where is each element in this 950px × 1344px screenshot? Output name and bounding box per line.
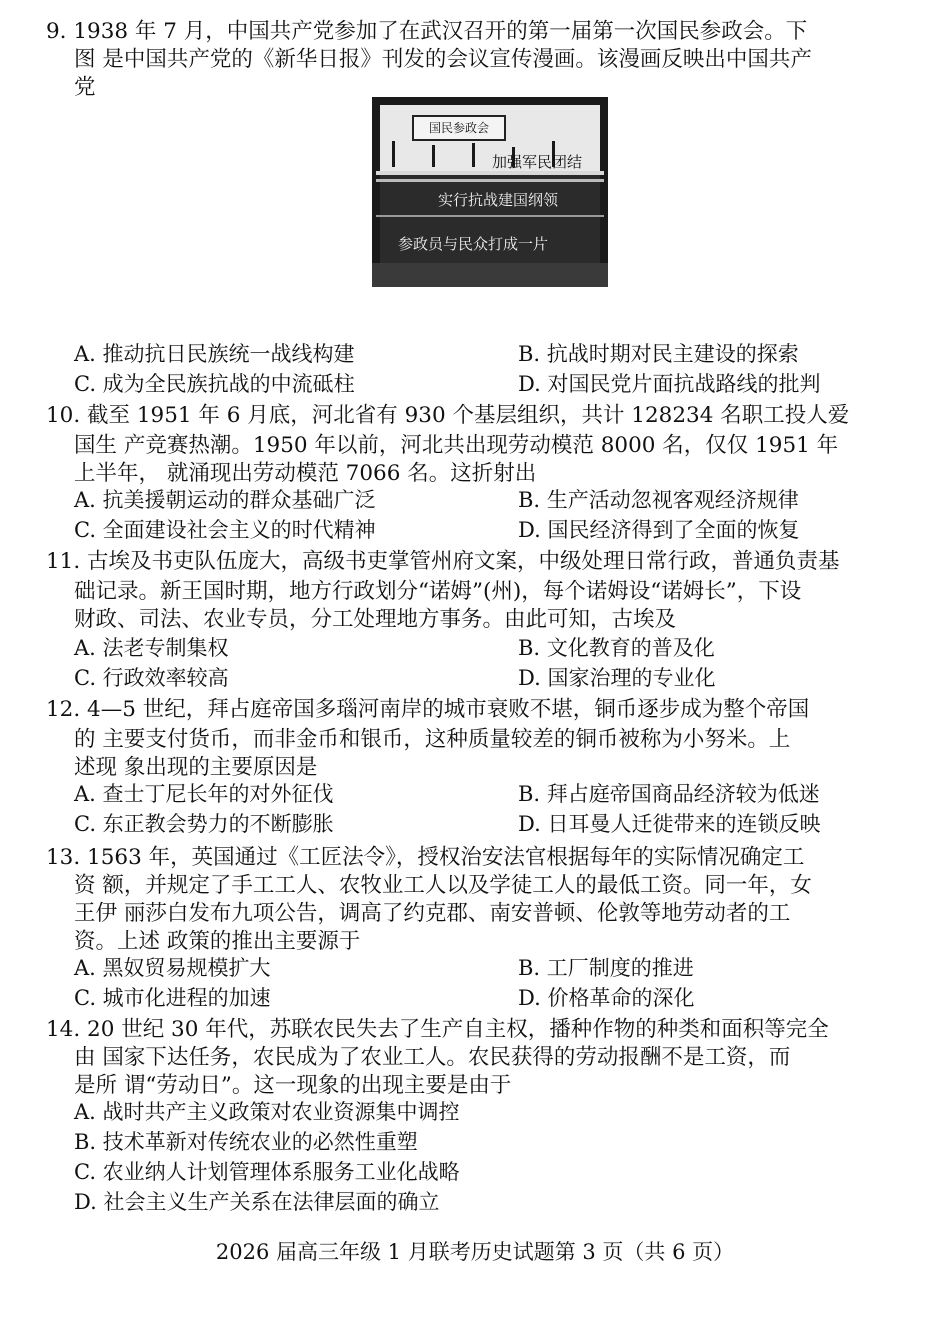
q12-option-c[interactable]: C. 东正教会势力的不断膨胀 — [74, 812, 334, 836]
q9-option-a[interactable]: A. 推动抗日民族统一战线构建 — [74, 342, 355, 366]
q11-line-3: 财政、司法、农业专员，分工处理地方事务。由此可知，古埃及 — [74, 607, 677, 632]
q11-line-2: 础记录。新王国时期，地方行政划分“诺姆”(州)，每个诺姆设“诺姆长”，下设 — [74, 579, 802, 604]
q10-option-c[interactable]: C. 全面建设社会主义的时代精神 — [74, 518, 376, 542]
q10-option-a[interactable]: A. 抗美援朝运动的群众基础广泛 — [74, 488, 376, 512]
q11-option-a[interactable]: A. 法老专制集权 — [74, 636, 229, 660]
q9-option-b[interactable]: B. 抗战时期对民主建设的探索 — [518, 342, 799, 366]
q11-option-b[interactable]: B. 文化教育的普及化 — [518, 636, 715, 660]
q14-line-3: 是所 谓“劳动日”。这一现象的出现主要是由于 — [74, 1073, 512, 1098]
q10-option-d[interactable]: D. 国民经济得到了全面的恢复 — [518, 518, 800, 542]
q14-option-d[interactable]: D. 社会主义生产关系在法律层面的确立 — [74, 1190, 440, 1214]
q13-option-a[interactable]: A. 黑奴贸易规模扩大 — [74, 956, 271, 980]
q9-line-2: 图 是中国共产党的《新华日报》刊发的会议宣传漫画。该漫画反映出中国共产 — [74, 47, 812, 72]
q13-option-b[interactable]: B. 工厂制度的推进 — [518, 956, 694, 980]
cartoon-slogan-1: 加强军民团结 — [492, 153, 583, 171]
q11-line-1: 11. 古埃及书吏队伍庞大，高级书吏掌管州府文案，中级处理日常行政，普通负责基 — [46, 549, 840, 574]
propaganda-cartoon-image — [372, 97, 608, 287]
q13-line-4: 资。上述 政策的推出主要源于 — [74, 929, 361, 954]
q12-option-b[interactable]: B. 拜占庭帝国商品经济较为低迷 — [518, 782, 820, 806]
q9-option-d[interactable]: D. 对国民党片面抗战路线的批判 — [518, 372, 821, 396]
q10-line-1: 10. 截至 1951 年 6 月底，河北省有 930 个基层组织，共计 128234 名职工投人爱 — [46, 403, 850, 428]
q10-line-2: 国生 产竞赛热潮。1950 年以前，河北共出现劳动模范 8000 名，仅仅 1951 年 — [74, 433, 839, 458]
q14-option-c[interactable]: C. 农业纳人计划管理体系服务工业化战略 — [74, 1160, 460, 1184]
q11-option-c[interactable]: C. 行政效率较高 — [74, 666, 229, 690]
q12-line-1: 12. 4—5 世纪，拜占庭帝国多瑙河南岸的城市衰败不堪，铜币逐步成为整个帝国 — [46, 697, 810, 722]
q13-line-2: 资 额，并规定了手工工人、农牧业工人以及学徒工人的最低工资。同一年，女 — [74, 873, 812, 898]
q12-option-d[interactable]: D. 日耳曼人迁徙带来的连锁反映 — [518, 812, 821, 836]
cartoon-slogan-2: 实行抗战建国纲领 — [438, 191, 559, 209]
q12-option-a[interactable]: A. 查士丁尼长年的对外征伐 — [74, 782, 334, 806]
q10-line-3: 上半年， 就涌现出劳动模范 7066 名。这折射出 — [74, 461, 537, 486]
q13-line-1: 13. 1563 年，英国通过《工匠法令》，授权治安法官根据每年的实际情况确定工 — [46, 845, 805, 870]
q14-option-b[interactable]: B. 技术革新对传统农业的必然性重塑 — [74, 1130, 418, 1154]
q14-option-a[interactable]: A. 战时共产主义政策对农业资源集中调控 — [74, 1100, 460, 1124]
q9-line-3: 党 — [74, 75, 96, 100]
q9-line-1: 9. 1938 年 7 月，中国共产党参加了在武汉召开的第一届第一次国民参政会。下 — [46, 19, 808, 44]
q12-line-2: 的 主要支付货币，而非金币和银币，这种质量较差的铜币被称为小努米。上 — [74, 727, 791, 752]
q13-option-c[interactable]: C. 城市化进程的加速 — [74, 986, 271, 1010]
page-footer: 2026 届高三年级 1 月联考历史试题第 3 页（共 6 页） — [215, 1240, 735, 1264]
q14-line-2: 由 国家下达任务，农民成为了农业工人。农民获得的劳动报酬不是工资，而 — [74, 1045, 791, 1070]
q12-line-3: 述现 象出现的主要原因是 — [74, 755, 318, 780]
q13-line-3: 王伊 丽莎白发布九项公告，调高了约克郡、南安普顿、伦敦等地劳动者的工 — [74, 901, 791, 926]
q11-option-d[interactable]: D. 国家治理的专业化 — [518, 666, 716, 690]
cartoon-slogan-3: 参政员与民众打成一片 — [398, 235, 549, 253]
q9-option-c[interactable]: C. 成为全民族抗战的中流砥柱 — [74, 372, 355, 396]
q13-option-d[interactable]: D. 价格革命的深化 — [518, 986, 695, 1010]
q10-option-b[interactable]: B. 生产活动忽视客观经济规律 — [518, 488, 799, 512]
cartoon-sign: 国民参政会 — [412, 115, 506, 141]
q14-line-1: 14. 20 世纪 30 年代，苏联农民失去了生产自主权，播种作物的种类和面积等完全 — [46, 1017, 829, 1042]
